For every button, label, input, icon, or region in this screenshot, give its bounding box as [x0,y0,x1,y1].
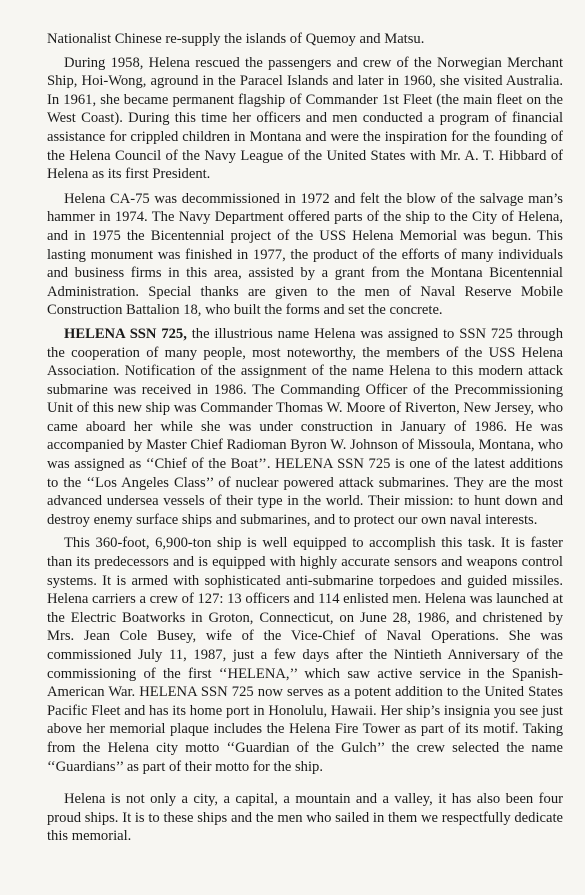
paragraph-lead-heading: HELENA SSN 725, [64,325,187,342]
paragraph-helena-rescue: During 1958, Helena rescued the passengers and crew of the Norwegian Merchant Ship, Hoi-Wong, aground in the Paracel Islands and later in 1960, she visited Australia. In 1961, she became permanent flagship of Commander 1st Fleet (the main fleet on the West Coast). During this time her officers and men conducted a program of financial assistance for crippled children in Montana and were the inspiration for the founding of the Helena Council of the Navy League of the United States with Mr. A. T. Hibbard of Helena as its first President. [47,54,563,183]
paragraph-ssn-725 [47,325,563,530]
paragraph-continuation: Nationalist Chinese re-supply the islands of Quemoy and Matsu. [47,31,425,47]
paragraph-body: the illustrious name Helena was assigned to SSN 725 through the cooperation of many people, most noteworthy, the members of the USS Helena Association. Notification of the assignment of the name Helena to this modern attack submarine was received in 1986. The Commanding Officer of the Precommissioning Unit of this new ship was Commander Thomas W. Moore of Riverton, New Jersey, who came aboard her while she was under construction in January of 1986. He was accompanied by Master Chief Radioman Byron W. Johnson of Missoula, Montana, who was assigned as ‘‘Chief of the Boat’’. HELENA SSN 725 is one of the latest additions to the ‘‘Los Angeles Class’’ of nuclear powered attack submarines. They are the most advanced undersea vessels of their type in the world. Their mission: to hunt down and destroy enemy surface ships and submarines, and to protect our own naval interests. [47,325,563,528]
paragraph-ship-specs: This 360-foot, 6,900-ton ship is well equipped to accomplish this task. It is faster than its predecessors and is equipped with highly accurate sensors and weapons control systems. It is armed with sophisticated anti-submarine torpedoes and guided missiles. Helena carriers a crew of 127: 13 officers and 114 enlisted men. Helena was launched at the Electric Boatworks in Groton, Connecticut, on June 28, 1986, and christened by Mrs. Jean Cole Busey, wife of the Vice-Chief of Naval Operations. She was commissioned July 11, 1987, just a few days after the Nintieth Anniversary of the commissioning of the first ‘‘HELENA,’’ which saw active service in the Spanish-American War. HELENA SSN 725 now serves as a potent addition to the United States Pacific Fleet and has its home port in Honolulu, Hawaii. Her ship’s insignia you see just above her memorial plaque includes the Helena Fire Tower as part of its motif. Taking from the Helena city motto ‘‘Guardian of the Gulch’’ the crew selected the name ‘‘Guardians’’ as part of their motto for the ship. [47,535,563,775]
paragraph-dedication: Helena is not only a city, a capital, a mountain and a valley, it has also been four proud ships. It is to these ships and the men who sailed in them we respectfully dedicate this memorial. [47,791,563,845]
paragraph-decommissioning: Helena CA-75 was decommissioned in 1972 and felt the blow of the salvage man’s hammer in 1974. The Navy Department offered parts of the ship to the City of Helena, and in 1975 the Bicentennial project of the USS Helena Memorial was begun. This lasting monument was finished in 1977, the product of the efforts of many individuals and business firms in this area, assisted by a grant from the Montana Bicentennial Administration. Special thanks are given to the men of Naval Reserve Mobile Construction Battalion 18, who built the forms and set the concrete. [47,190,563,319]
